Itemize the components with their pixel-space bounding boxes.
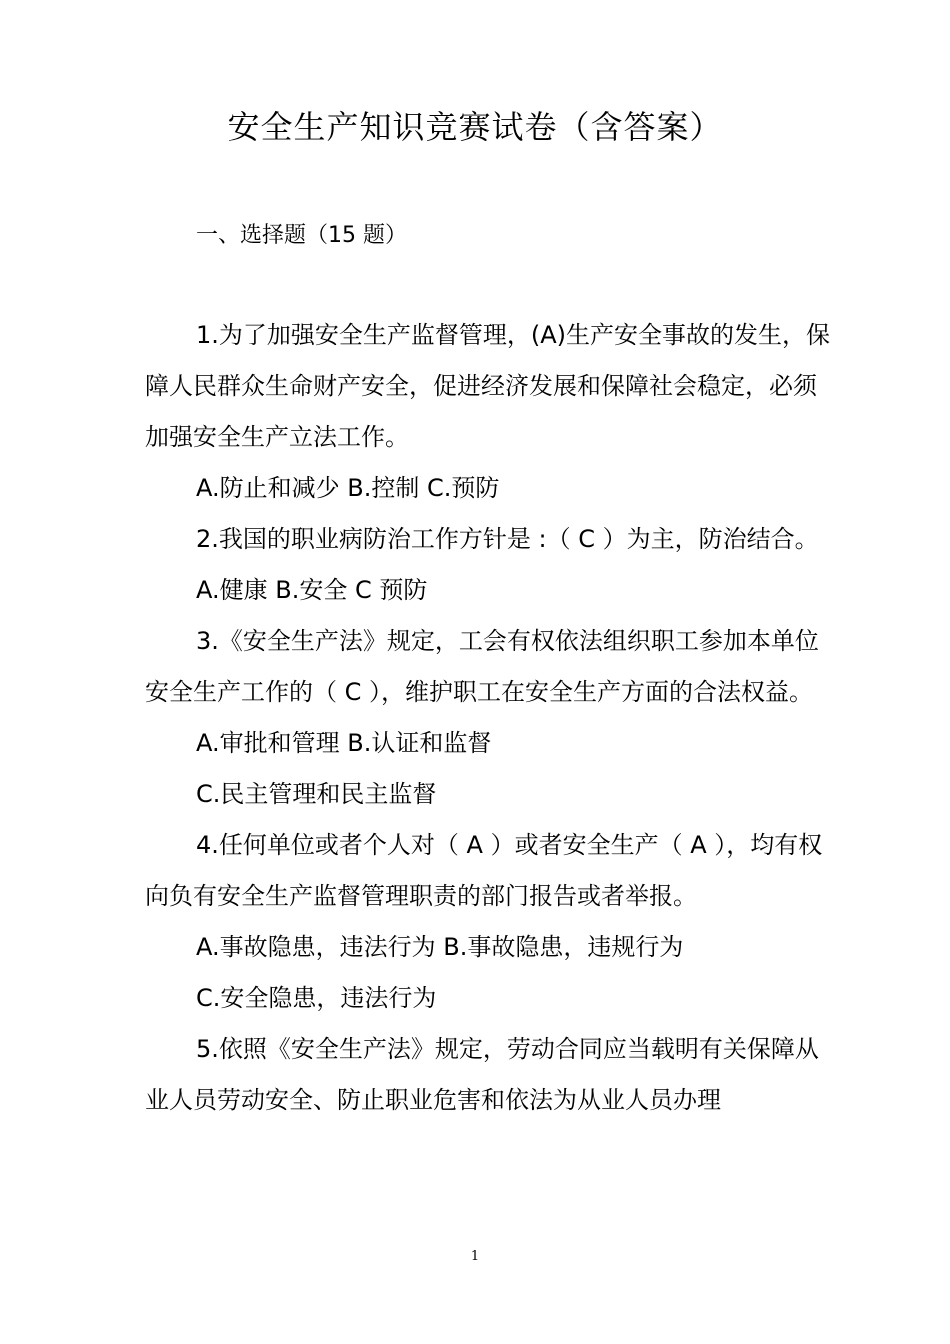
question-2-options: A.健康 B.安全 C 预防 [196, 576, 428, 604]
question-5-text: 5.依照《安全生产法》规定，劳动合同应当载明有关保障从业人员劳动安全、防止职业危害和依法为从业人员办理 [145, 1035, 819, 1114]
document-title: 安全生产知识竞赛试卷（含答案） [227, 108, 723, 146]
question-3-option-c: C.民主管理和民主监督 [196, 780, 437, 808]
question-4-text: 4.任何单位或者个人对（ A ）或者安全生产（ A ），均有权向负有安全生产监督管理职责的部门报告或者举报。 [145, 831, 823, 910]
section-heading: 一、选择题（15 题） [196, 223, 407, 248]
question-2-text: 2.我国的职业病防治工作方针是 :（ C ）为主，防治结合。 [196, 525, 819, 553]
question-3-options-a-b: A.审批和管理 B.认证和监督 [196, 729, 492, 757]
document-body [145, 310, 835, 1126]
page-number: 1 [470, 1249, 480, 1264]
question-4-option-c: C.安全隐患，违法行为 [196, 984, 437, 1012]
question-1-options: A.防止和减少 B.控制 C.预防 [196, 474, 500, 502]
question-4-options-a-b: A.事故隐患，违法行为 B.事故隐患，违规行为 [196, 933, 684, 961]
question-1-text: 1.为了加强安全生产监督管理，(A)生产安全事故的发生，保障人民群众生命财产安全，促进经济发展和保障社会稳定，必须加强安全生产立法工作。 [145, 321, 831, 451]
question-3-text: 3.《安全生产法》规定，工会有权依法组织职工参加本单位安全生产工作的（ C ），维护职工在安全生产方面的合法权益。 [145, 627, 819, 706]
